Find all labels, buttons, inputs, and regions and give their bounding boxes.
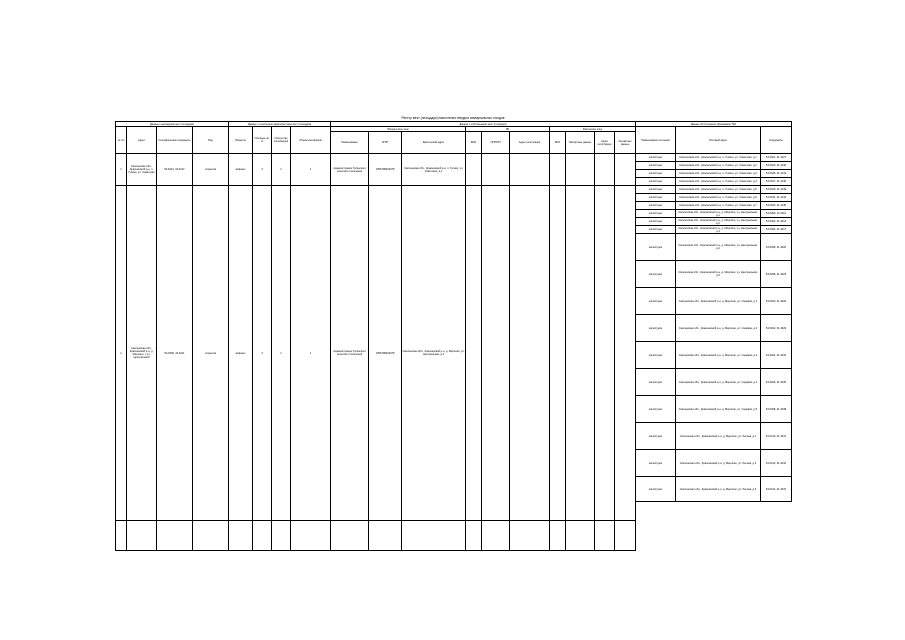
cell-name: Администрация Гусинского сельского поселения: [331, 154, 369, 186]
source-name: жилой дом: [636, 154, 676, 162]
col-reg-address: Адрес регистрации: [510, 132, 550, 154]
source-address: Смоленская обл., Краснинский р-н, п. Гусино, ул. Советская, д.7: [676, 202, 761, 210]
cell-area: 4: [253, 186, 272, 521]
source-address: Смоленская обл., Краснинский р-н, д. Мерлино, ул. Садовая, д.4: [676, 369, 761, 396]
source-coords: 54.6402, 31.4029: [761, 315, 792, 342]
source-row: [636, 170, 792, 178]
source-row: [636, 178, 792, 186]
source-coords: 54.6390, 31.4011: [761, 210, 792, 218]
document-title: Реестр мест (площадок) накопления твердых коммунальных отходов: [401, 116, 505, 120]
source-address: Смоленская обл., Краснинский р-н, д. Мерлино, ул. Центральная, д.5: [676, 261, 761, 288]
source-coords: 54.6421, 31.4127: [761, 154, 792, 162]
source-address: Смоленская обл., Краснинский р-н, п. Гусино, ул. Советская, д.1: [676, 154, 761, 162]
cell-empty: [615, 154, 636, 186]
source-name: жилой дом: [636, 369, 676, 396]
col-fio-person: ФИО: [550, 132, 566, 154]
source-coords: 54.6394, 31.4017: [761, 226, 792, 234]
source-name: жилой дом: [636, 342, 676, 369]
source-address: Смоленская обл., Краснинский р-н, д. Мерлино, ул. Центральная, д.2: [676, 218, 761, 226]
source-address: Смоленская обл., Краснинский р-н, д. Мерлино, ул. Центральная, д.1: [676, 210, 761, 218]
source-coords: 54.6423, 31.4130: [761, 162, 792, 170]
cell-area: 4: [253, 154, 272, 186]
source-name: жилой дом: [636, 261, 676, 288]
source-row: [636, 162, 792, 170]
cell-num: 2: [116, 186, 127, 521]
source-row: [636, 315, 792, 342]
source-address: Смоленская обл., Краснинский р-н, д. Мерлино, ул. Садовая, д.1: [676, 288, 761, 315]
source-coords: 54.6392, 31.4014: [761, 218, 792, 226]
cell-empty: [510, 154, 550, 186]
col-area: Площадь, кв. м: [253, 127, 272, 154]
col-source-name: Наименование источника: [636, 127, 676, 154]
source-coords: 54.6431, 31.4142: [761, 194, 792, 202]
header-group-tech: Данные о технических характеристиках мест (площадок): [229, 122, 331, 127]
header-group-owners: Данные о собственниках мест (площадок): [331, 122, 636, 127]
source-name: жилой дом: [636, 234, 676, 261]
cell-type: открытая: [193, 186, 229, 521]
register-table: [115, 121, 636, 551]
col-address: Адрес: [127, 127, 157, 154]
source-coords: 54.6433, 31.4145: [761, 202, 792, 210]
source-name: жилой дом: [636, 162, 676, 170]
source-address: Смоленская обл., Краснинский р-н, п. Гусино, ул. Советская, д.3: [676, 170, 761, 178]
source-address: Смоленская обл., Краснинский р-н, п. Гусино, ул. Советская, д.5: [676, 186, 761, 194]
col-reg-address-person: Адрес регистрации: [595, 132, 615, 154]
cell-count: 1: [272, 154, 291, 186]
source-name: жилой дом: [636, 226, 676, 234]
source-coords: 54.6406, 31.4035: [761, 369, 792, 396]
cell-empty: [482, 186, 510, 521]
source-row: [636, 186, 792, 194]
cell-surface: асфальт: [229, 154, 253, 186]
col-source-address: Почтовый адрес: [676, 127, 761, 154]
cell-fact-address: Смоленская обл., Краснинский р-н, д. Мерлино, ул. Центральная, д.2: [402, 186, 466, 521]
source-name: жилой дом: [636, 186, 676, 194]
col-count: Количество контейнеров: [272, 127, 291, 154]
col-coords: Географические координаты: [157, 127, 193, 154]
source-row: [636, 202, 792, 210]
source-name: жилой дом: [636, 315, 676, 342]
source-name: жилой дом: [636, 210, 676, 218]
source-address: Смоленская обл., Краснинский р-н, д. Мерлино, ул. Лесная, д.1: [676, 423, 761, 450]
cell-surface: асфальт: [229, 186, 253, 521]
table-row: [116, 186, 636, 521]
cell-empty: [550, 186, 566, 521]
sources-table: [635, 121, 792, 502]
col-surface: Покрытие: [229, 127, 253, 154]
cell-ogrn: 1056708019375: [369, 154, 402, 186]
source-address: Смоленская обл., Краснинский р-н, д. Мерлино, ул. Лесная, д.2: [676, 450, 761, 477]
source-row: [636, 234, 792, 261]
source-row: [636, 369, 792, 396]
source-coords: 54.6404, 31.4032: [761, 342, 792, 369]
source-row: [636, 218, 792, 226]
cell-coords: 54.6390, 31.4011: [157, 186, 193, 521]
cell-empty: [595, 186, 615, 521]
source-coords: 54.6408, 31.4038: [761, 396, 792, 423]
col-ogrn: ОГРН: [369, 132, 402, 154]
header-group-sources: Данные об источниках образования ТКО: [636, 122, 792, 127]
cell-empty: [466, 154, 482, 186]
source-address: Смоленская обл., Краснинский р-н, д. Мерлино, ул. Садовая, д.2: [676, 315, 761, 342]
col-fio: ФИО: [466, 132, 482, 154]
source-address: Смоленская обл., Краснинский р-н, д. Мерлино, ул. Лесная, д.3: [676, 477, 761, 502]
source-coords: 54.6396, 31.4020: [761, 234, 792, 261]
source-name: жилой дом: [636, 218, 676, 226]
header-person: Физическое лицо: [550, 127, 636, 132]
source-name: жилой дом: [636, 288, 676, 315]
table-row: [116, 154, 636, 186]
source-coords: 54.6425, 31.4133: [761, 170, 792, 178]
col-contacts: Контактные данные: [615, 132, 636, 154]
col-num: № п/п: [116, 127, 127, 154]
source-name: жилой дом: [636, 194, 676, 202]
source-address: Смоленская обл., Краснинский р-н, д. Мерлино, ул. Центральная, д.3: [676, 226, 761, 234]
cell-empty: [595, 154, 615, 186]
cell-num: 1: [116, 154, 127, 186]
cell-count: 1: [272, 186, 291, 521]
col-name: Наименование: [331, 132, 369, 154]
col-volume: Объем контейнеров: [291, 127, 331, 154]
header-ip: ИП: [466, 127, 550, 132]
header-group-location: Данные о нахождении мест (площадок): [116, 122, 229, 127]
source-name: жилой дом: [636, 170, 676, 178]
source-row: [636, 154, 792, 162]
source-row: [636, 288, 792, 315]
source-row: [636, 477, 792, 502]
cell-ogrn: 1056708019375: [369, 186, 402, 521]
col-source-coords: Координаты: [761, 127, 792, 154]
source-coords: 54.6414, 31.4047: [761, 477, 792, 502]
source-name: жилой дом: [636, 477, 676, 502]
source-row: [636, 194, 792, 202]
source-name: жилой дом: [636, 202, 676, 210]
cell-empty: [615, 186, 636, 521]
cell-type: открытая: [193, 154, 229, 186]
source-row: [636, 210, 792, 218]
source-coords: 54.6398, 31.4023: [761, 261, 792, 288]
source-row: [636, 423, 792, 450]
source-row: [636, 450, 792, 477]
source-name: жилой дом: [636, 450, 676, 477]
cell-empty: [566, 154, 595, 186]
source-row: [636, 342, 792, 369]
source-name: жилой дом: [636, 423, 676, 450]
source-row: [636, 396, 792, 423]
cell-empty: [466, 186, 482, 521]
source-address: Смоленская обл., Краснинский р-н, п. Гусино, ул. Советская, д.2: [676, 162, 761, 170]
source-coords: 54.6410, 31.4041: [761, 423, 792, 450]
col-ogrnip: ОГРНИП: [482, 132, 510, 154]
source-coords: 54.6427, 31.4136: [761, 178, 792, 186]
source-address: Смоленская обл., Краснинский р-н, п. Гусино, ул. Советская, д.6: [676, 194, 761, 202]
cell-fact-address: Смоленская обл., Краснинский р-н, п. Гусино, ул. Советская, д.1: [402, 154, 466, 186]
source-row: [636, 226, 792, 234]
cell-empty: [482, 154, 510, 186]
cell-volume: 1: [291, 154, 331, 186]
source-name: жилой дом: [636, 396, 676, 423]
col-fact-address: Фактический адрес: [402, 132, 466, 154]
source-name: жилой дом: [636, 178, 676, 186]
source-address: Смоленская обл., Краснинский р-н, д. Мерлино, ул. Садовая, д.5: [676, 396, 761, 423]
cell-coords: 54.6421, 31.4127: [157, 154, 193, 186]
cell-address: Смоленская обл., Краснинский р-н, д. Мерлино, у ул. Центральной: [127, 186, 157, 521]
source-coords: 54.6429, 31.4139: [761, 186, 792, 194]
header-legal-entity: Юридическое лицо: [331, 127, 466, 132]
table-row-blank: [116, 521, 636, 551]
col-passport: Паспортные данные: [566, 132, 595, 154]
source-coords: 54.6400, 31.4026: [761, 288, 792, 315]
source-address: Смоленская обл., Краснинский р-н, д. Мерлино, ул. Садовая, д.3: [676, 342, 761, 369]
cell-empty: [550, 154, 566, 186]
col-type: Вид: [193, 127, 229, 154]
source-address: Смоленская обл., Краснинский р-н, д. Мерлино, ул. Центральная, д.4: [676, 234, 761, 261]
cell-address: Смоленская обл., Краснинский р-н, п. Гусино, ул. Советская: [127, 154, 157, 186]
cell-name: Администрация Гусинского сельского поселения: [331, 186, 369, 521]
source-coords: 54.6412, 31.4044: [761, 450, 792, 477]
cell-empty: [566, 186, 595, 521]
source-address: Смоленская обл., Краснинский р-н, п. Гусино, ул. Советская, д.4: [676, 178, 761, 186]
cell-empty: [510, 186, 550, 521]
cell-volume: 1: [291, 186, 331, 521]
source-row: [636, 261, 792, 288]
